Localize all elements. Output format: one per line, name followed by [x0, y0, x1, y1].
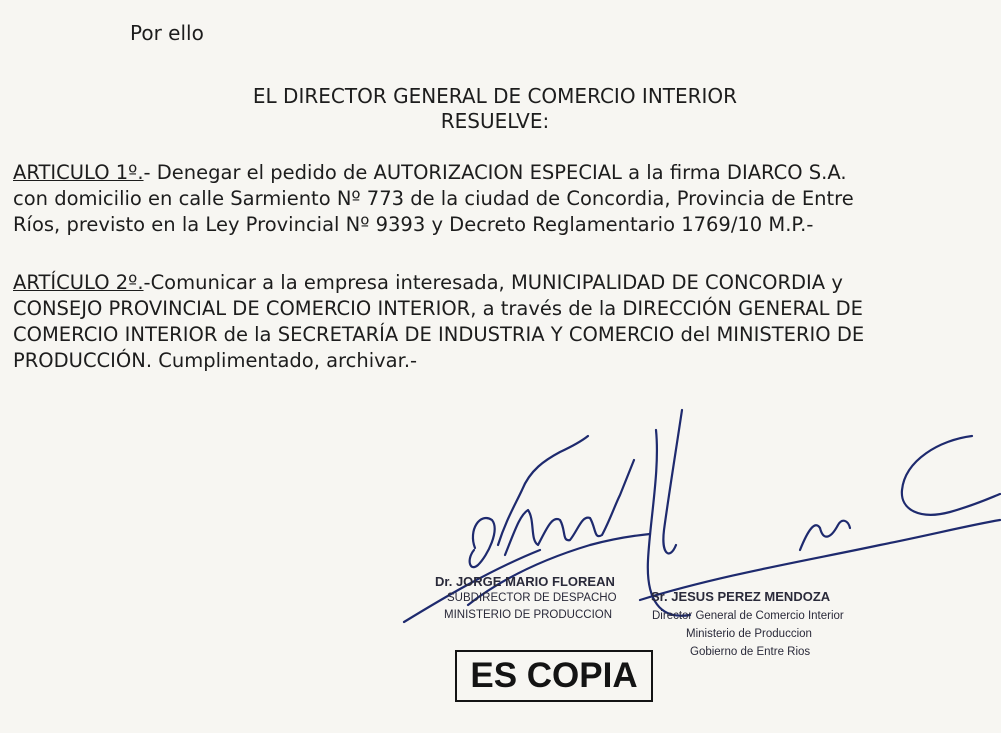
article-2-line-2: CONSEJO PROVINCIAL DE COMERCIO INTERIOR, a través de la DIRECCIÓN GENERAL DE — [13, 297, 863, 320]
article-2-label: ARTÍCULO 2º. — [13, 271, 144, 294]
signatory-left-name: Dr. JORGE MARIO FLOREAN — [435, 574, 615, 589]
signature-left-stroke — [505, 460, 634, 555]
signature-right-stroke — [663, 410, 682, 553]
signature-left-stroke — [470, 518, 495, 567]
article-1-line-2: con domicilio en calle Sarmiento Nº 773 de la ciudad de Concordia, Provincia de Entre — [13, 187, 854, 210]
signatory-right-name: Sr. JESUS PEREZ MENDOZA — [651, 589, 831, 604]
signatory-right-title: Director General de Comercio Interior — [652, 610, 844, 622]
signature-left-stroke — [498, 436, 588, 545]
article-1-label: ARTICULO 1º. — [13, 161, 144, 184]
intro-text: Por ello — [130, 21, 204, 45]
signatory-right-government: Gobierno de Entre Rios — [690, 646, 811, 658]
resolve-heading: RESUELVE: — [440, 109, 550, 133]
signatory-left-office: MINISTERIO DE PRODUCCION — [444, 609, 613, 621]
signatory-right-office: Ministerio de Produccion — [686, 628, 812, 640]
signature-right-stroke — [902, 436, 1000, 515]
article-2-line-3: COMERCIO INTERIOR de la SECRETARÍA DE INDUSTRIA Y COMERCIO del MINISTERIO DE — [13, 323, 865, 346]
signatory-left-title: SUBDIRECTOR DE DESPACHO — [447, 592, 617, 604]
signature-right-stroke — [640, 520, 1000, 600]
article-2-line-4: PRODUCCIÓN. Cumplimentado, archivar.- — [13, 349, 418, 372]
article-2-line-1: ARTÍCULO 2º.-Comunicar a la empresa interesada, MUNICIPALIDAD DE CONCORDIA y — [13, 271, 843, 294]
article-1-line-3: Ríos, previsto en la Ley Provincial Nº 9393 y Decreto Reglamentario 1769/10 M.P.- — [13, 213, 814, 236]
copy-stamp: ES COPIA — [455, 650, 653, 702]
issuer-heading: EL DIRECTOR GENERAL DE COMERCIO INTERIOR — [252, 84, 738, 108]
signature-right-stroke — [800, 521, 850, 550]
article-1-line-1: ARTICULO 1º.- Denegar el pedido de AUTORIZACION ESPECIAL a la firma DIARCO S.A. — [13, 161, 847, 184]
